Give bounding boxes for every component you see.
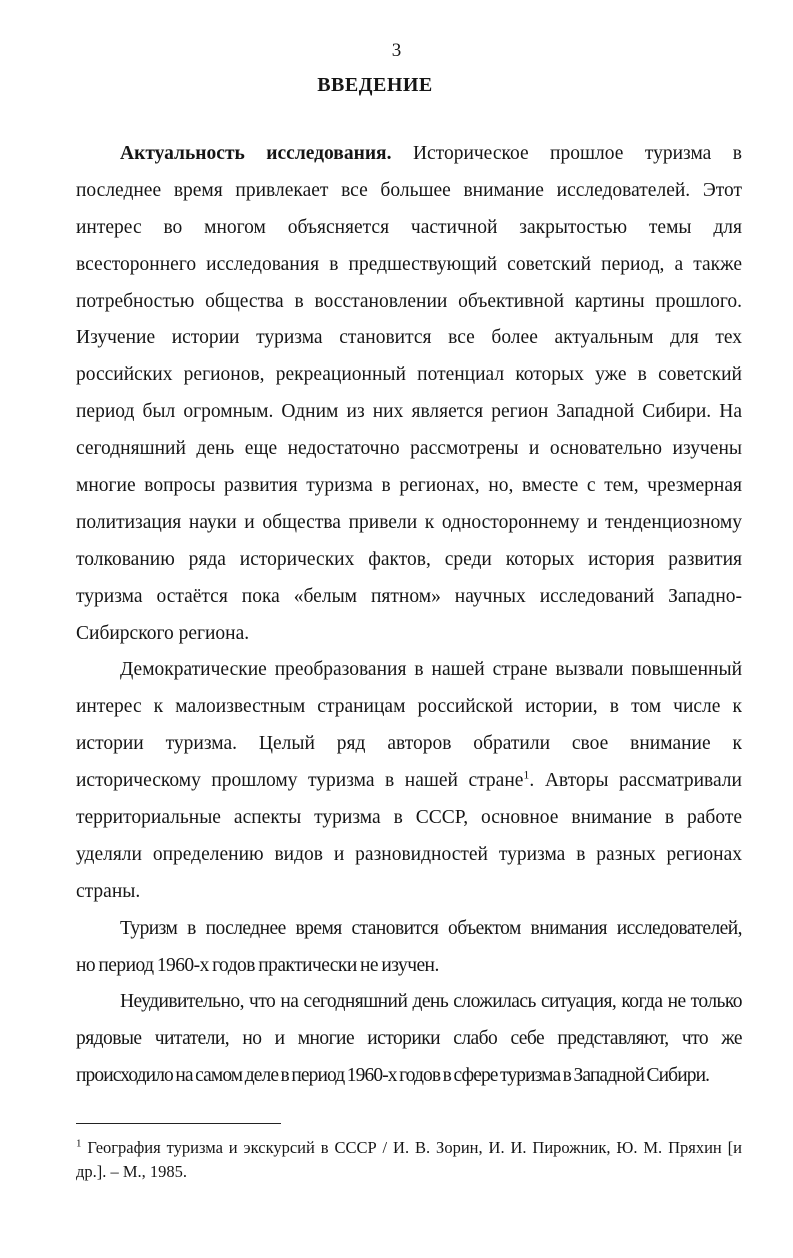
- text-line: территориальные аспекты туризма в СССР, основное внимание в работе: [76, 807, 742, 829]
- text-line: происходило на самом деле в период 1960-х годов в сфере туризма в Западной Сибири.: [76, 1065, 710, 1087]
- text-line: страны.: [76, 880, 141, 902]
- text-line: интерес к малоизвестным страницам российской истории, в том числе к: [76, 696, 742, 718]
- paragraph-democratic: [76, 652, 742, 910]
- text-line: Неудивительно, что на сегодняшний день сложилась ситуация, когда не только: [120, 991, 742, 1013]
- paragraph-situation: [76, 984, 742, 1095]
- text-line: уделяли определению видов и разновидностей туризма в разных регионах: [76, 843, 742, 865]
- text-line: многие вопросы развития туризма в регионах, но, вместе с тем, чрезмерная: [76, 475, 742, 497]
- footnote: [76, 1136, 742, 1184]
- footnote-divider: [76, 1123, 281, 1124]
- page-number: 3: [391, 40, 402, 61]
- footnote-line: $^1$ География туризма и экскурсий в СССР / И. В. Зорин, И. И. Пирожник, Ю. М. Пряхин [и: [76, 1137, 742, 1157]
- paragraph-tourism: [76, 911, 742, 985]
- text-line: сегодняшний день еще недостаточно рассмотрены и основательно изучены: [76, 438, 742, 460]
- text-line: политизация науки и общества привели к одностороннему и тенденциозному: [76, 511, 742, 533]
- text-line: Изучение истории туризма становится все более актуальным для тех: [76, 327, 742, 349]
- footnote-marker: 1: [76, 1137, 82, 1150]
- text-line: российских регионов, рекреационный потенциал которых уже в советский: [76, 364, 742, 386]
- text-line: толкованию ряда исторических фактов, среди которых история развития: [76, 548, 742, 570]
- text-line: историческому прошлому туризма в нашей стране$^1$. Авторы рассматривали: [76, 767, 742, 792]
- text-line: последнее время привлекает все большее внимание исследователей. Этот: [76, 179, 742, 201]
- text-line: рядовые читатели, но и многие историки слабо себе представляют, что же: [76, 1028, 742, 1050]
- text-line: интерес во многом объясняется частичной закрытостью темы для: [76, 216, 742, 238]
- main-text: [76, 136, 742, 1095]
- text-line: потребностью общества в восстановлении объективной картины прошлого.: [76, 290, 742, 312]
- text-line: Сибирского региона.: [76, 622, 250, 644]
- text-line: истории туризма. Целый ряд авторов обратили свое внимание к: [76, 733, 742, 755]
- footnote-reference[interactable]: 1: [523, 767, 530, 782]
- paragraph-actuality: [76, 136, 742, 652]
- text-line: Туризм в последнее время становится объектом внимания исследователей,: [120, 917, 742, 939]
- text-line: Актуальность исследования. Историческое прошлое туризма в: [120, 143, 742, 164]
- text-line: туризма остаётся пока «белым пятном» научных исследований Западно-: [76, 585, 742, 607]
- text-line: Демократические преобразования в нашей стране вызвали повышенный: [120, 659, 742, 681]
- paragraph-lead: Актуальность исследования.: [120, 143, 392, 164]
- footnote-line: др.]. – М., 1985.: [76, 1162, 188, 1181]
- page-title: ВВЕДЕНИЕ: [317, 74, 433, 96]
- text-line: но период 1960-х годов практически не изучен.: [76, 954, 439, 976]
- text-line: всестороннего исследования в предшествующий советский период, а также: [76, 253, 742, 275]
- text-line: период был огромным. Одним из них является регион Западной Сибири. На: [76, 401, 742, 423]
